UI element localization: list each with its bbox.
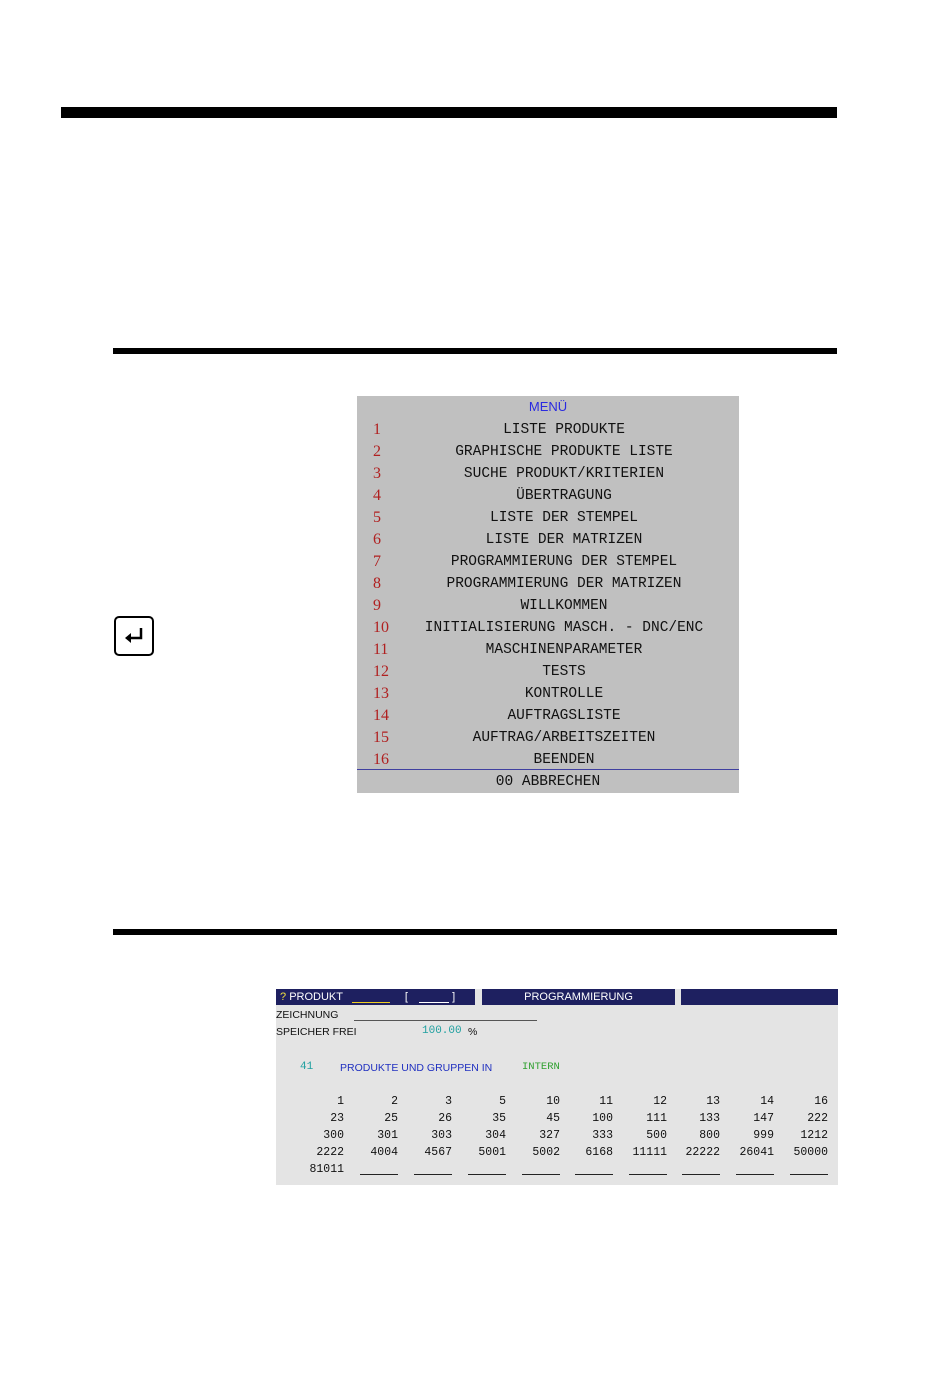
product-number[interactable]: 2222 xyxy=(316,1146,344,1159)
speicher-unit: % xyxy=(468,1026,478,1038)
menu-item-number: 7 xyxy=(373,553,381,570)
product-number[interactable]: 111 xyxy=(646,1112,667,1125)
product-number[interactable]: 1212 xyxy=(800,1129,828,1142)
product-number[interactable]: 45 xyxy=(546,1112,560,1125)
menu-item[interactable] xyxy=(357,419,739,441)
product-location: INTERN xyxy=(522,1061,560,1073)
product-number[interactable]: 35 xyxy=(492,1112,506,1125)
product-number[interactable]: 23 xyxy=(330,1112,344,1125)
empty-product-slot[interactable] xyxy=(522,1174,560,1175)
menu-item-label: MASCHINENPARAMETER xyxy=(485,642,643,658)
product-number[interactable]: 100 xyxy=(592,1112,613,1125)
product-number[interactable]: 303 xyxy=(431,1129,452,1142)
product-number[interactable]: 11111 xyxy=(632,1146,667,1159)
bracket-close: ] xyxy=(452,991,456,1003)
product-number[interactable]: 4567 xyxy=(424,1146,452,1159)
menu-item-label: TESTS xyxy=(542,664,586,680)
product-number[interactable]: 147 xyxy=(753,1112,774,1125)
empty-product-slot[interactable] xyxy=(790,1174,828,1175)
menu-item-number: 16 xyxy=(373,751,389,768)
product-number[interactable]: 500 xyxy=(646,1129,667,1142)
product-number[interactable]: 14 xyxy=(760,1095,774,1108)
menu-item[interactable] xyxy=(357,749,739,771)
product-row xyxy=(276,1110,838,1127)
menu-item[interactable] xyxy=(357,617,739,639)
menu-item-label: AUFTRAGSLISTE xyxy=(507,708,621,724)
empty-product-slot[interactable] xyxy=(414,1174,452,1175)
menu-item[interactable] xyxy=(357,441,739,463)
product-number[interactable]: 26041 xyxy=(739,1146,774,1159)
product-number[interactable]: 50000 xyxy=(793,1146,828,1159)
menu-item[interactable] xyxy=(357,727,739,749)
product-row xyxy=(276,1161,838,1178)
menu-item-number: 15 xyxy=(373,729,389,746)
section-rule-menu xyxy=(113,348,837,354)
product-number[interactable]: 1 xyxy=(337,1095,344,1108)
product-number[interactable]: 12 xyxy=(653,1095,667,1108)
menu-item-label: LISTE DER STEMPEL xyxy=(490,510,638,526)
empty-product-slot[interactable] xyxy=(468,1174,506,1175)
product-screen xyxy=(276,989,838,1185)
speicher-label: SPEICHER FREI xyxy=(276,1026,357,1038)
product-number[interactable]: 22222 xyxy=(685,1146,720,1159)
menu-item-label: GRAPHISCHE PRODUKTE LISTE xyxy=(455,444,673,460)
menu-item-label: PROGRAMMIERUNG DER STEMPEL xyxy=(450,554,678,570)
zeichnung-input[interactable] xyxy=(354,1020,537,1021)
product-number[interactable]: 5 xyxy=(499,1095,506,1108)
menu-item-label: INITIALISIERUNG MASCH. - DNC/ENC xyxy=(424,620,704,636)
menu-item[interactable] xyxy=(357,595,739,617)
product-number[interactable]: 4004 xyxy=(370,1146,398,1159)
empty-product-slot[interactable] xyxy=(682,1174,720,1175)
menu-item[interactable] xyxy=(357,573,739,595)
product-count: 41 xyxy=(300,1061,314,1073)
menu-title: MENÜ xyxy=(528,399,568,414)
menu-item-label: PROGRAMMIERUNG DER MATRIZEN xyxy=(446,576,682,592)
product-number[interactable]: 6168 xyxy=(585,1146,613,1159)
main-menu xyxy=(357,396,739,793)
menu-item-label: SUCHE PRODUKT/KRITERIEN xyxy=(463,466,665,482)
menu-item-label: KONTROLLE xyxy=(524,686,604,702)
menu-item-number: 3 xyxy=(373,465,381,482)
enter-arrow-icon xyxy=(116,618,152,654)
menu-item-number: 10 xyxy=(373,619,389,636)
menu-divider xyxy=(357,769,739,770)
mode-bar: PROGRAMMIERUNG xyxy=(482,989,675,1005)
product-number[interactable]: 333 xyxy=(592,1129,613,1142)
menu-item-label: ÜBERTRAGUNG xyxy=(516,488,612,504)
menu-item-number: 4 xyxy=(373,487,381,504)
empty-product-slot[interactable] xyxy=(575,1174,613,1175)
menu-item-label: BEENDEN xyxy=(533,752,595,768)
empty-product-slot[interactable] xyxy=(360,1174,398,1175)
product-number[interactable]: 133 xyxy=(699,1112,720,1125)
menu-item-number: 9 xyxy=(373,597,381,614)
product-number[interactable]: 304 xyxy=(485,1129,506,1142)
product-number[interactable]: 999 xyxy=(753,1129,774,1142)
product-number[interactable]: 5002 xyxy=(532,1146,560,1159)
menu-item-label: LISTE DER MATRIZEN xyxy=(485,532,643,548)
product-number[interactable]: 301 xyxy=(377,1129,398,1142)
product-number[interactable]: 800 xyxy=(699,1129,720,1142)
product-row xyxy=(276,1093,838,1110)
product-number[interactable]: 11 xyxy=(599,1095,613,1108)
enter-key xyxy=(114,616,154,656)
product-input[interactable] xyxy=(352,992,390,1003)
menu-item[interactable] xyxy=(357,661,739,683)
menu-item[interactable] xyxy=(357,551,739,573)
product-row xyxy=(276,1144,838,1161)
product-number[interactable]: 3 xyxy=(445,1095,452,1108)
product-header-bar xyxy=(276,989,475,1005)
menu-item[interactable] xyxy=(357,463,739,485)
product-number[interactable]: 81011 xyxy=(309,1163,344,1176)
product-number[interactable]: 25 xyxy=(384,1112,398,1125)
menu-item-number: 14 xyxy=(373,707,389,724)
menu-item[interactable] xyxy=(357,485,739,507)
status-bar xyxy=(681,989,838,1005)
product-number[interactable]: 327 xyxy=(539,1129,560,1142)
product-number[interactable]: 5001 xyxy=(478,1146,506,1159)
menu-item[interactable] xyxy=(357,639,739,661)
menu-item-label: WILLKOMMEN xyxy=(520,598,608,614)
menu-cancel-item[interactable]: 00 ABBRECHEN xyxy=(495,774,601,790)
menu-item[interactable] xyxy=(357,507,739,529)
group-input[interactable] xyxy=(419,992,449,1003)
product-number[interactable]: 13 xyxy=(706,1095,720,1108)
product-number[interactable]: 26 xyxy=(438,1112,452,1125)
product-label: PRODUKT xyxy=(289,991,343,1003)
menu-item-number: 8 xyxy=(373,575,381,592)
menu-item-number: 12 xyxy=(373,663,389,680)
top-rule xyxy=(61,107,837,118)
product-number[interactable]: 16 xyxy=(814,1095,828,1108)
menu-item-number: 6 xyxy=(373,531,381,548)
menu-item-number: 5 xyxy=(373,509,381,526)
bracket-open: [ xyxy=(404,991,408,1003)
menu-item-number: 13 xyxy=(373,685,389,702)
menu-item-number: 2 xyxy=(373,443,381,460)
empty-product-slot[interactable] xyxy=(736,1174,774,1175)
empty-product-slot[interactable] xyxy=(629,1174,667,1175)
menu-item-number: 11 xyxy=(373,641,389,658)
product-number[interactable]: 300 xyxy=(323,1129,344,1142)
product-count-label: PRODUKTE UND GRUPPEN IN xyxy=(340,1062,493,1074)
prompt-marker: ? xyxy=(280,991,287,1003)
product-number[interactable]: 222 xyxy=(807,1112,828,1125)
menu-item[interactable] xyxy=(357,705,739,727)
menu-item-label: LISTE PRODUKTE xyxy=(503,422,625,438)
product-number[interactable]: 2 xyxy=(391,1095,398,1108)
menu-item-label: AUFTRAG/ARBEITSZEITEN xyxy=(472,730,656,746)
menu-item-number: 1 xyxy=(373,421,381,438)
zeichnung-label: ZEICHNUNG xyxy=(276,1009,339,1021)
menu-item[interactable] xyxy=(357,529,739,551)
speicher-value: 100.00 xyxy=(422,1025,462,1037)
product-number[interactable]: 10 xyxy=(546,1095,560,1108)
product-row xyxy=(276,1127,838,1144)
section-rule-product xyxy=(113,929,837,935)
menu-item[interactable] xyxy=(357,683,739,705)
